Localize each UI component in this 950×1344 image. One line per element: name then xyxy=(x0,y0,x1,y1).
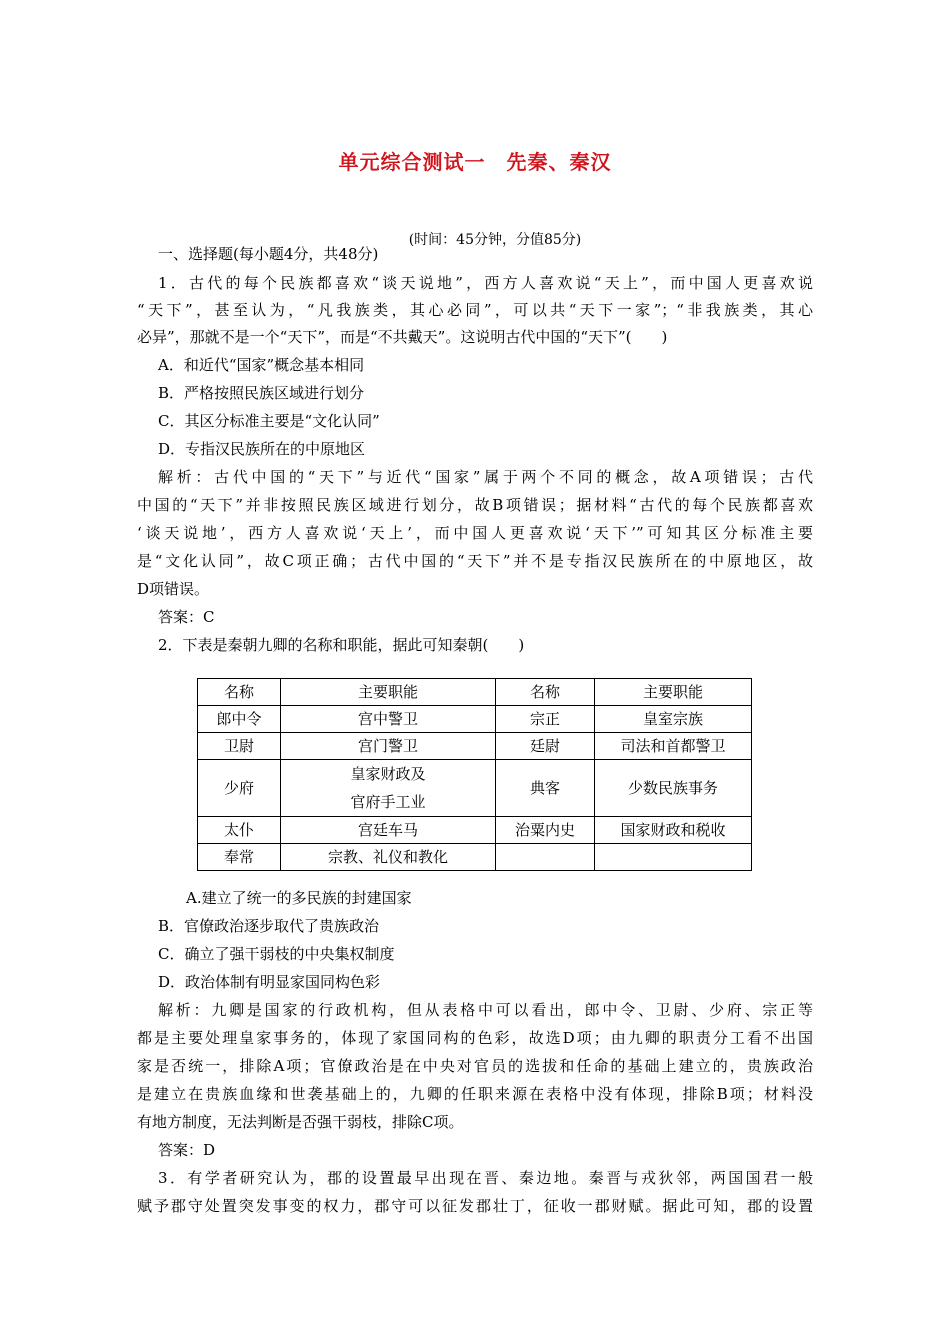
q2-analysis-line: 都是主要处理皇家事务的，体现了家国同构的色彩，故选D项；由九卿的职责分工看不出国 xyxy=(137,1029,813,1047)
table-cell: 国家财政和税收 xyxy=(595,817,752,844)
q1-stem-line: 1．古代的每个民族都喜欢“谈天说地”，西方人喜欢说“天上”，而中国人更喜欢说 xyxy=(158,274,813,292)
table-row xyxy=(198,760,752,817)
table-cell-line: 皇家财政及 xyxy=(350,765,426,783)
table-cell: 典客 xyxy=(496,760,595,817)
q1-analysis-line: 是“文化认同”，故C项正确；古代中国的“天下”并不是专指汉民族所在的中原地区，故 xyxy=(137,552,813,570)
q2-analysis-line: 解析：九卿是国家的行政机构，但从表格中可以看出，郎中令、卫尉、少府、宗正等 xyxy=(158,1001,813,1019)
q1-analysis-line: 中国的“天下”并非按照民族区域进行划分，故B项错误；据材料“古代的每个民族都喜欢 xyxy=(137,496,813,514)
q1-analysis-line: 解析：古代中国的“天下”与近代“国家”属于两个不同的概念，故A项错误；古代 xyxy=(158,468,813,486)
table-header-row xyxy=(198,679,752,706)
table-cell: 司法和首都警卫 xyxy=(595,733,752,760)
table-row xyxy=(198,706,752,733)
q3-stem-line: 赋予郡守处置突发事变的权力，郡守可以征发郡壮丁，征收一郡财赋。据此可知，郡的设置 xyxy=(137,1197,813,1215)
q2-option-c: C．确立了强干弱枝的中央集权制度 xyxy=(158,945,395,963)
table-cell: 奉常 xyxy=(198,844,281,871)
table-cell xyxy=(496,844,595,871)
section-heading: 一、选择题(每小题4分，共48分) xyxy=(158,245,379,263)
table-cell: 宫中警卫 xyxy=(281,706,496,733)
table-header-cell: 主要职能 xyxy=(281,679,496,706)
q2-option-a: A.建立了统一的多民族的封建国家 xyxy=(186,889,412,907)
q2-analysis-line: 有地方制度，无法判断是否强干弱枝，排除C项。 xyxy=(137,1113,464,1131)
q1-option-a: A．和近代“国家”概念基本相同 xyxy=(158,356,365,374)
table-cell: 少数民族事务 xyxy=(595,760,752,817)
table-cell: 太仆 xyxy=(198,817,281,844)
q2-analysis-line: 家是否统一，排除A项；官僚政治是在中央对官员的选拔和任命的基础上建立的，贵族政治 xyxy=(137,1057,813,1075)
table-cell xyxy=(595,844,752,871)
q2-option-b: B．官僚政治逐步取代了贵族政治 xyxy=(158,917,380,935)
table-cell: 皇室宗族 xyxy=(595,706,752,733)
q2-answer: 答案：D xyxy=(158,1141,216,1159)
nine-ministers-table xyxy=(197,678,752,871)
table-cell: 宗正 xyxy=(496,706,595,733)
q1-analysis-line: ‘谈天说地’，西方人喜欢说‘天上’，而中国人更喜欢说‘天下’”可知其区分标准主要 xyxy=(137,524,813,542)
table-cell: 宗教、礼仪和教化 xyxy=(281,844,496,871)
table-cell-line: 官府手工业 xyxy=(350,793,426,811)
exam-meta: (时间：45分钟，分值85分) xyxy=(408,232,582,248)
table-cell: 卫尉 xyxy=(198,733,281,760)
table-cell: 廷尉 xyxy=(496,733,595,760)
q1-stem-line: 必异”，那就不是一个“天下”，而是“不共戴天”。这说明古代中国的“天下”( ) xyxy=(137,328,668,346)
q1-option-d: D．专指汉民族所在的中原地区 xyxy=(158,440,366,458)
q1-stem-line: “天下”，甚至认为，“凡我族类，其心必同”，可以共“天下一家”；“非我族类，其心 xyxy=(137,301,813,319)
table-header-cell: 名称 xyxy=(496,679,595,706)
page-title: 单元综合测试一 先秦、秦汉 xyxy=(338,150,612,174)
table-cell: 少府 xyxy=(198,760,281,817)
q1-answer: 答案：C xyxy=(158,608,215,626)
table-row xyxy=(198,844,752,871)
q3-stem-line: 3．有学者研究认为，郡的设置最早出现在晋、秦边地。秦晋与戎狄邻，两国国君一般 xyxy=(158,1169,813,1187)
table-header-cell: 主要职能 xyxy=(595,679,752,706)
table-cell: 宫廷车马 xyxy=(281,817,496,844)
table-cell-multiline xyxy=(281,760,496,817)
table-cell: 宫门警卫 xyxy=(281,733,496,760)
q2-analysis-line: 是建立在贵族血缘和世袭基础上的，九卿的任职来源在表格中没有体现，排除B项；材料没 xyxy=(137,1085,813,1103)
q2-stem: 2．下表是秦朝九卿的名称和职能，据此可知秦朝( ) xyxy=(158,636,525,654)
table-cell: 郎中令 xyxy=(198,706,281,733)
q1-option-b: B．严格按照民族区域进行划分 xyxy=(158,384,365,402)
q1-analysis-line: D项错误。 xyxy=(137,580,210,598)
table-row xyxy=(198,733,752,760)
q1-option-c: C．其区分标准主要是“文化认同” xyxy=(158,412,380,430)
q2-option-d: D．政治体制有明显家国同构色彩 xyxy=(158,973,381,991)
table-cell: 治粟内史 xyxy=(496,817,595,844)
table-row xyxy=(198,817,752,844)
table-header-cell: 名称 xyxy=(198,679,281,706)
